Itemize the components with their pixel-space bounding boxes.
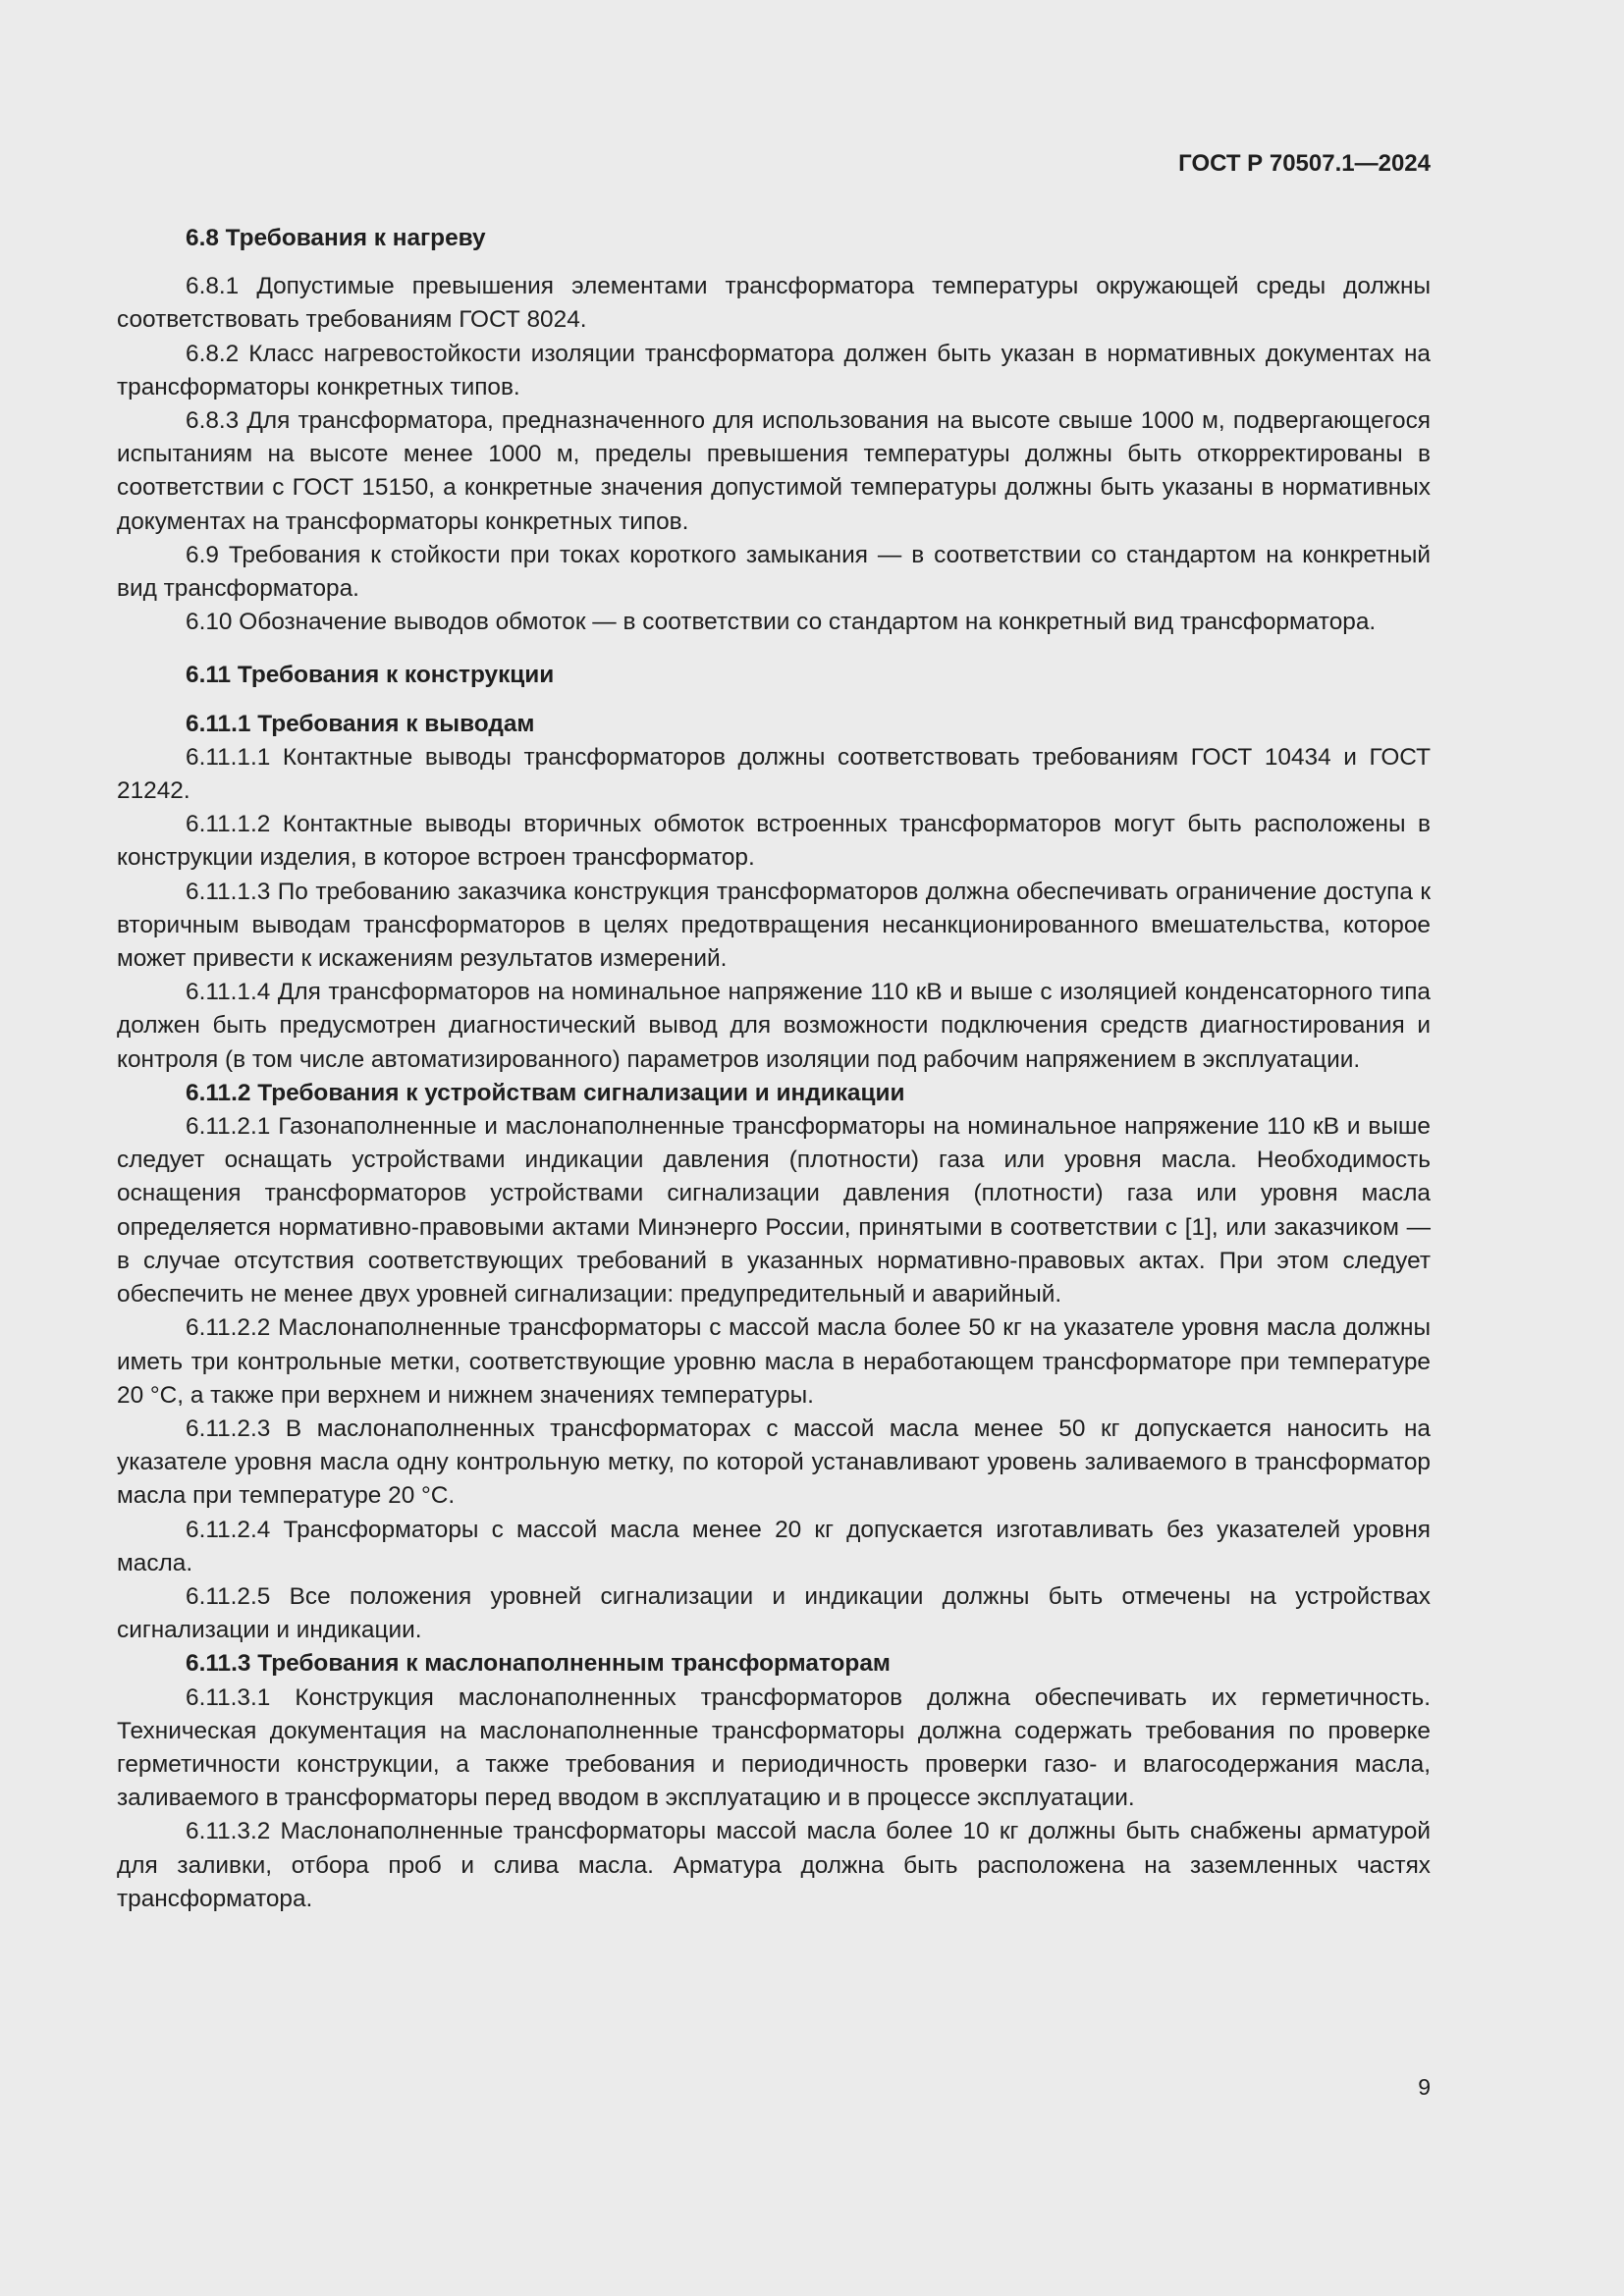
section-6-11-2-heading: 6.11.2 Требования к устройствам сигнализации и индикации bbox=[186, 1079, 905, 1106]
section-6-11-1-heading: 6.11.1 Требования к выводам bbox=[186, 710, 535, 737]
paragraph-6-8-1: 6.8.1 Допустимые превышения элементами трансформатора температуры окружающей среды должны соответствовать требованиям ГОСТ 8024. bbox=[117, 273, 1431, 334]
paragraph-6-11-1-4: 6.11.1.4 Для трансформаторов на номинальное напряжение 110 кВ и выше с изоляцией конденсаторного типа должен быть предусмотрен диагностический вывод для возможности подключения средств диагностирования и контроля (в том числе автоматизированного) параметров изоляции под рабочим напряжением в эксплуатации. bbox=[117, 979, 1431, 1073]
section-6-11-heading: 6.11 Требования к конструкции bbox=[186, 662, 555, 689]
paragraph-6-9: 6.9 Требования к стойкости при токах короткого замыкания — в соответствии со стандартом на конкретный вид трансформатора. bbox=[117, 541, 1431, 603]
paragraph-6-8-2: 6.8.2 Класс нагревостойкости изоляции трансформатора должен быть указан в нормативных документах на трансформаторы конкретных типов. bbox=[117, 340, 1431, 400]
paragraph-6-11-2-4: 6.11.2.4 Трансформаторы с массой масла менее 20 кг допускается изготавливать без указателей уровня масла. bbox=[117, 1516, 1431, 1576]
paragraph-6-11-3-1: 6.11.3.1 Конструкция маслонаполненных трансформаторов должна обеспечивать их герметичность. Техническая документация на маслонаполненные трансформаторы должна содержать требования по проверке герметичности конструкции, а также требования и периодичность проверки газо- и влагосодержания масла, заливаемого в трансформаторы перед вводом в эксплуатацию и в процессе эксплуатации. bbox=[117, 1683, 1431, 1812]
paragraph-6-11-1-1: 6.11.1.1 Контактные выводы трансформаторов должны соответствовать требованиям ГОСТ 10434 и ГОСТ 21242. bbox=[117, 743, 1431, 805]
paragraph-6-8-3: 6.8.3 Для трансформатора, предназначенного для использования на высоте свыше 1000 м, подвергающегося испытаниям на высоте менее 1000 м, пределы превышения температуры должны быть откорректированы в соответствии с ГОСТ 15150, а конкретные значения допустимой температуры должны быть указаны в нормативных документах на трансформаторы конкретных типов. bbox=[117, 407, 1431, 535]
section-6-11-3-heading: 6.11.3 Требования к маслонаполненным трансформаторам bbox=[186, 1650, 891, 1678]
document-code: ГОСТ Р 70507.1—2024 bbox=[1178, 150, 1431, 177]
paragraph-6-11-2-2: 6.11.2.2 Маслонаполненные трансформаторы с массой масла более 50 кг на указателе уровня масла должны иметь три контрольные метки, соответствующие уровню масла в неработающем трансформаторе при температуре 20 °С, а также при верхнем и нижнем значениях температуры. bbox=[117, 1314, 1431, 1409]
paragraph-6-10: 6.10 Обозначение выводов обмоток — в соответствии со стандартом на конкретный вид трансформатора. bbox=[186, 609, 1377, 636]
paragraph-6-11-2-1: 6.11.2.1 Газонаполненные и маслонаполненные трансформаторы на номинальное напряжение 110 кВ и выше следует оснащать устройствами индикации давления (плотности) газа или уровня масла. Необходимость оснащения трансформаторов устройствами сигнализации давления (плотности) газа или уровня масла определяется нормативно-правовыми актами Минэнерго России, принятыми в соответствии с [1], или заказчиком — в случае отсутствия соответствующих требований в указанных нормативно-правовых актах. При этом следует обеспечить не менее двух уровней сигнализации: предупредительный и аварийный. bbox=[117, 1113, 1431, 1308]
section-6-8-heading: 6.8 Требования к нагреву bbox=[186, 225, 486, 251]
paragraph-6-11-1-3: 6.11.1.3 По требованию заказчика конструкция трансформаторов должна обеспечивать ограничение доступа к вторичным выводам трансформаторов в целях предотвращения несанкционированного вмешательства, которое может привести к искажениям результатов измерений. bbox=[117, 878, 1431, 973]
document-body bbox=[117, 222, 1431, 1916]
paragraph-6-11-2-5: 6.11.2.5 Все положения уровней сигнализации и индикации должны быть отмечены на устройствах сигнализации и индикации. bbox=[117, 1582, 1431, 1644]
paragraph-6-11-2-3: 6.11.2.3 В маслонаполненных трансформаторах с массой масла менее 50 кг допускается наносить на указателе уровня масла одну контрольную метку, по которой устанавливают уровень заливаемого в трансформатор масла при температуре 20 °С. bbox=[117, 1415, 1431, 1510]
paragraph-6-11-3-2: 6.11.3.2 Маслонаполненные трансформаторы массой масла более 10 кг должны быть снабжены арматурой для заливки, отбора проб и слива масла. Арматура должна быть расположена на заземленных частях трансформатора. bbox=[117, 1818, 1431, 1912]
paragraph-6-11-1-2: 6.11.1.2 Контактные выводы вторичных обмоток встроенных трансформаторов могут быть расположены в конструкции изделия, в которое встроен трансформатор. bbox=[117, 811, 1431, 872]
page-number: 9 bbox=[1418, 2074, 1431, 2100]
